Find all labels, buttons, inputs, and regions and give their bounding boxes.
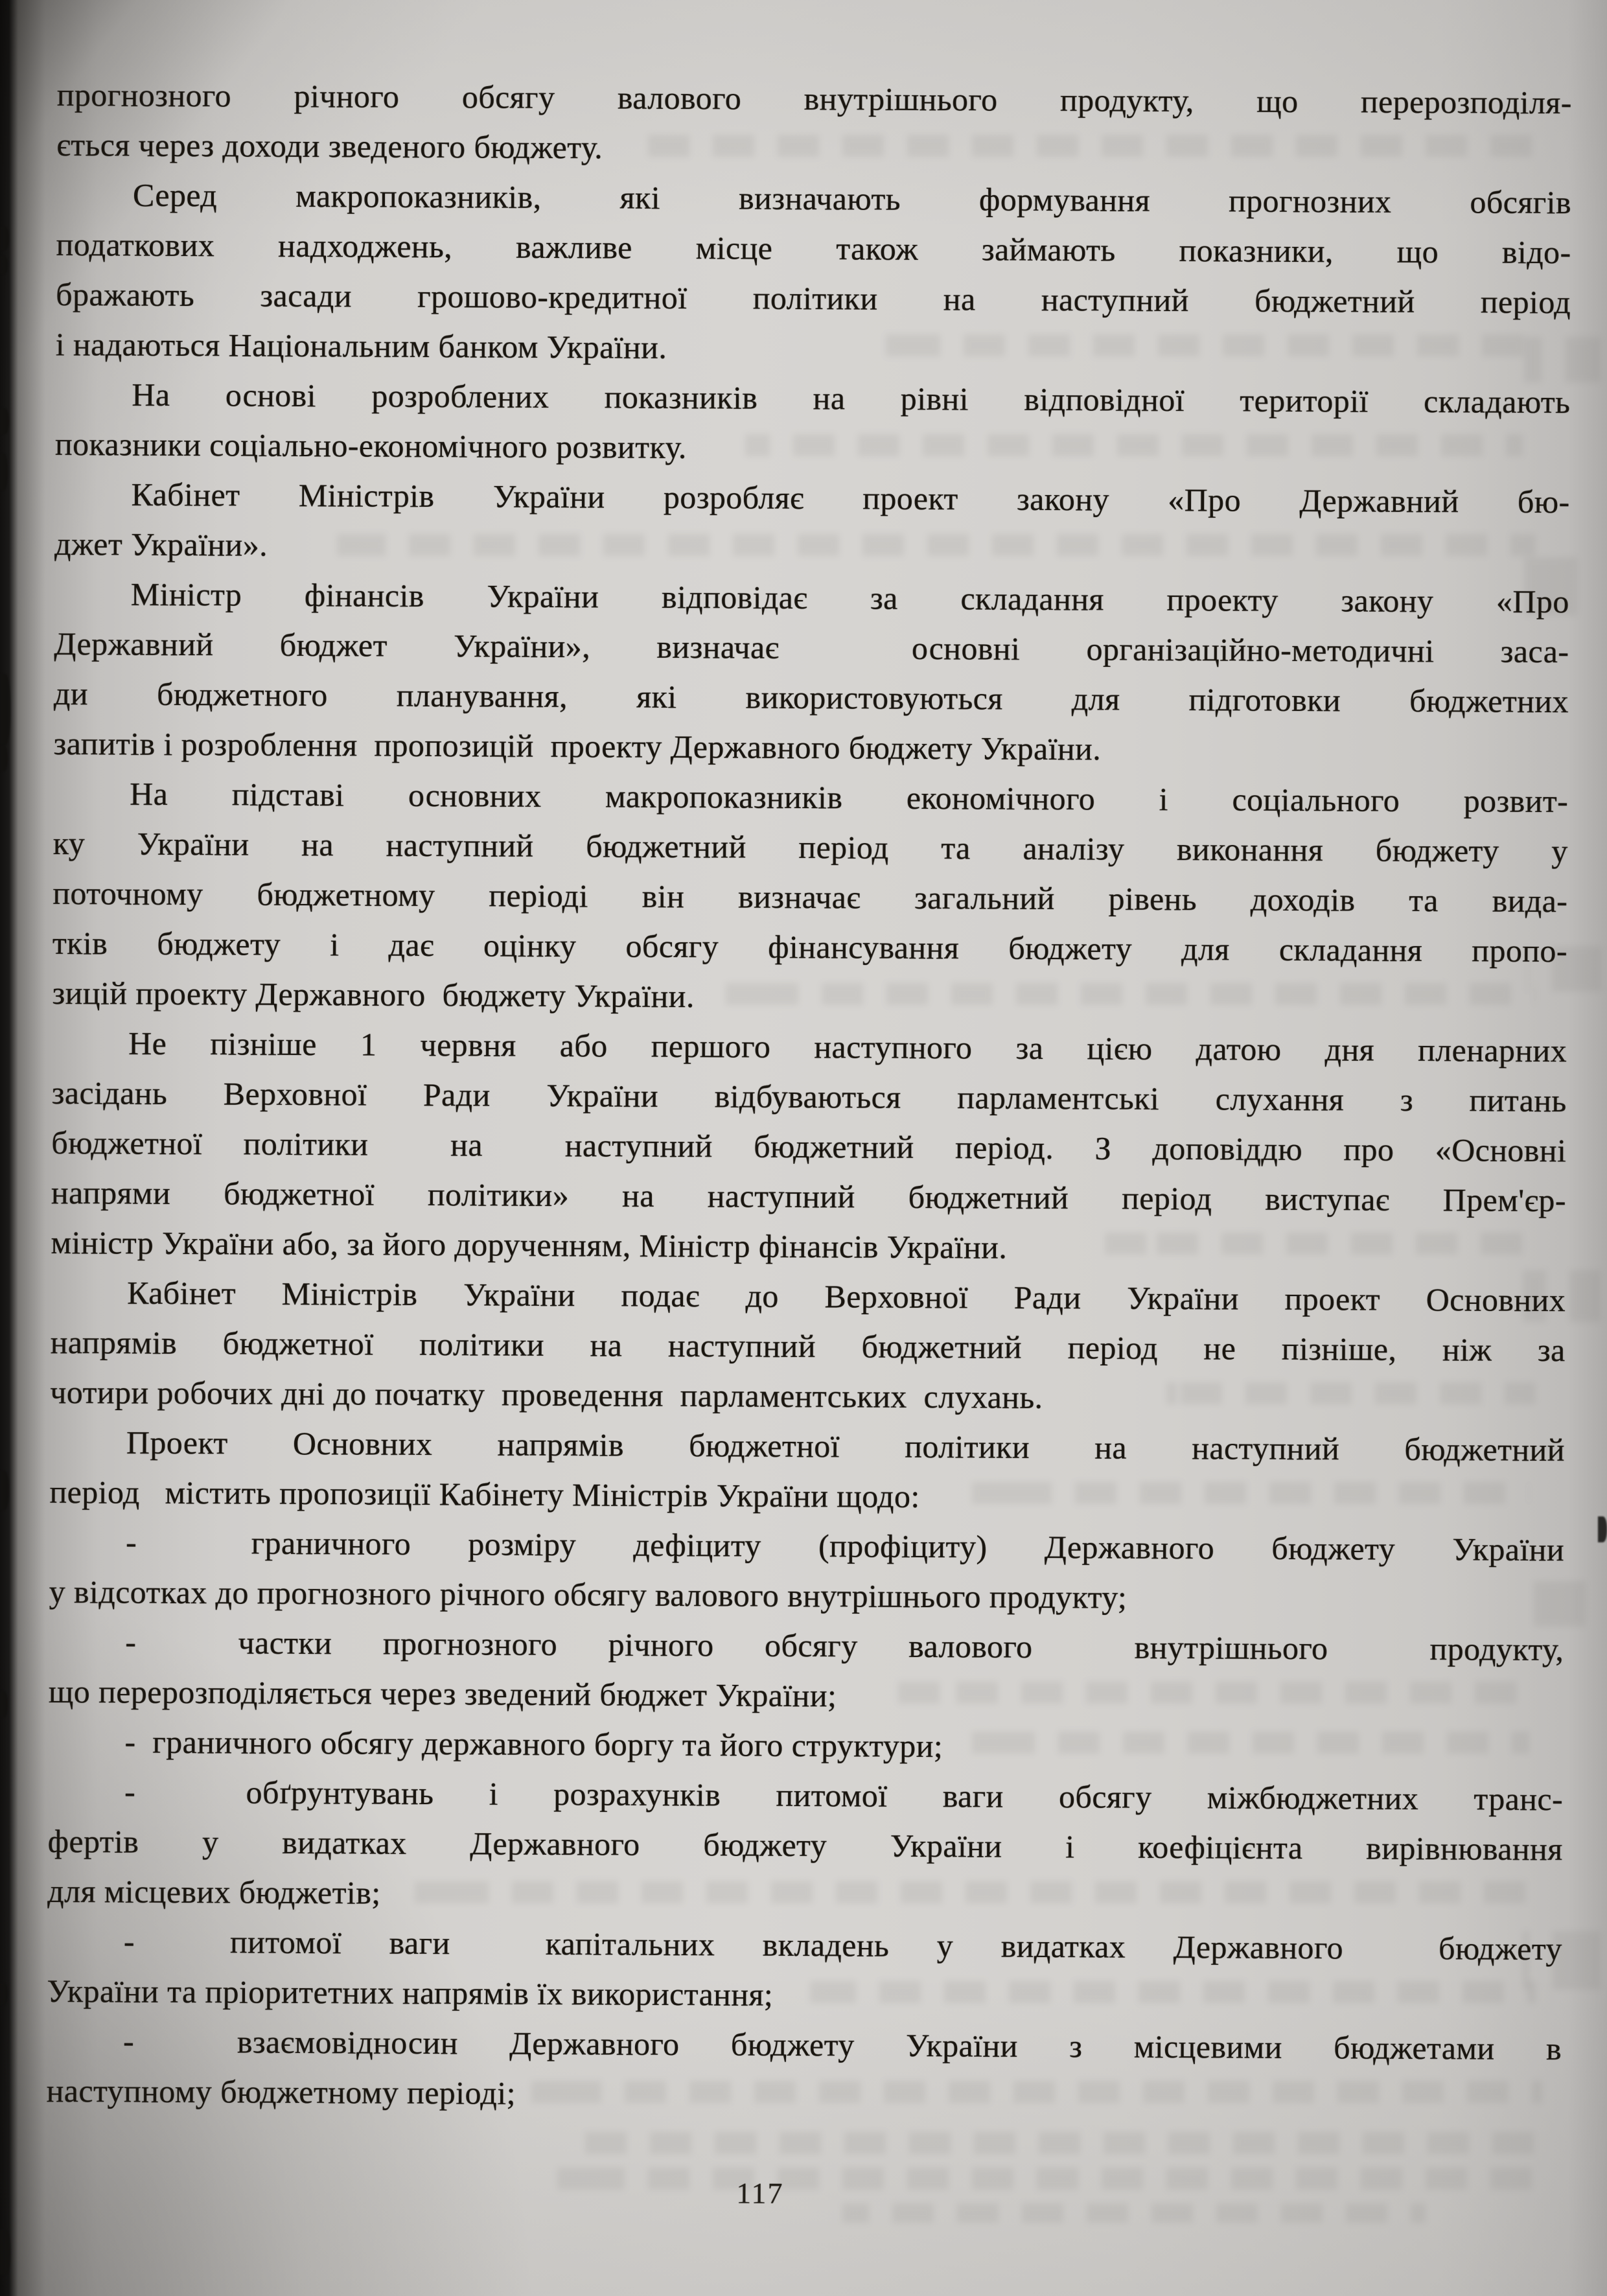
text-line-26: напрямів бюджетної політики на наступний бюджетний період не пізніше, ніж за bbox=[50, 1323, 1566, 1369]
text-line-25: Кабінет Міністрів України подає до Верховної Ради України проект Основних bbox=[126, 1274, 1566, 1319]
text-line-17: поточному бюджетному періоді він визначає загальний рівень доходів та вида- bbox=[52, 874, 1568, 920]
text-line-28: Проект Основних напрямів бюджетної політики на наступний бюджетний bbox=[126, 1424, 1566, 1468]
text-line-31: у відсотках до прогнозного річного обсягу валового внутрішнього продукту; bbox=[49, 1573, 1127, 1616]
text-line-39: України та пріоритетних напрямів їх використання; bbox=[47, 1972, 774, 2013]
text-line-21: засідань Верховної Ради України відбуваються парламентські слухання з питань bbox=[51, 1074, 1567, 1119]
text-line-2: ється через доходи зведеного бюджету. bbox=[56, 126, 603, 166]
text-line-10: джет України». bbox=[54, 525, 268, 563]
text-line-20: Не пізніше 1 червня або першого наступного за цією датою дня пленарних bbox=[128, 1025, 1567, 1069]
text-line-23: напрями бюджетної політики» на наступний бюджетний період виступає Прем'єр- bbox=[51, 1174, 1567, 1219]
text-line-8: показники соціально-економічного розвитку. bbox=[54, 425, 687, 466]
text-line-6: і надаються Національним банком України. bbox=[55, 325, 667, 365]
text-line-32: - частки прогнозного річного обсягу валового внутрішнього продукту, bbox=[125, 1623, 1564, 1668]
text-line-12: Державний бюджет України», визначає основні організаційно-методичні заса- bbox=[54, 625, 1569, 670]
text-line-16: ку України на наступний бюджетний період та аналізу виконання бюджету у bbox=[52, 824, 1568, 870]
page-text bbox=[46, 70, 1571, 2124]
text-line-3: Серед макропоказників, які визначають формування прогнозних обсягів bbox=[132, 176, 1572, 221]
text-line-35: - обґрунтувань і розрахунків питомої ваги обсягу міжбюджетних транс- bbox=[124, 1773, 1564, 1818]
text-line-27: чотири робочих дні до початку проведення парламентських слухань. bbox=[50, 1373, 1043, 1415]
text-line-14: запитів і розроблення пропозицій проекту Державного бюджету України. bbox=[53, 725, 1102, 767]
text-line-4: податкових надходжень, важливе місце також займають показники, що відо- bbox=[56, 226, 1571, 271]
text-line-36: фертів у видатках Державного бюджету України і коефіцієнта вирівнювання bbox=[47, 1822, 1563, 1868]
text-line-24: міністр України або, за його дорученням, Міністр фінансів України. bbox=[51, 1223, 1008, 1266]
text-line-33: що перерозподіляється через зведений бюджет України; bbox=[48, 1673, 837, 1714]
text-line-5: бражають засади грошово-кредитної політики на наступний бюджетний період bbox=[56, 275, 1571, 321]
text-line-7: На основі розроблених показників на рівні відповідної території складають bbox=[132, 376, 1571, 421]
text-line-1: прогнозного річного обсягу валового внутрішнього продукту, що перерозподіля- bbox=[56, 76, 1572, 121]
text-line-13: ди бюджетного планування, які використовуються для підготовки бюджетних bbox=[53, 675, 1569, 720]
text-line-9: Кабінет Міністрів України розробляє проект закону «Про Державний бю- bbox=[131, 476, 1570, 520]
text-line-19: зицій проекту Державного бюджету України. bbox=[52, 974, 695, 1015]
text-line-38: - питомої ваги капітальних вкладень у видатках Державного бюджету bbox=[123, 1923, 1563, 1967]
text-line-41: наступному бюджетному періоді; bbox=[46, 2072, 516, 2111]
text-line-11: Міністр фінансів України відповідає за складання проекту закону «Про bbox=[130, 575, 1569, 620]
text-line-40: - взаємовідносин Державного бюджету України з місцевими бюджетами в bbox=[122, 2023, 1562, 2067]
text-line-15: На підставі основних макропоказників економічного і соціального розвит- bbox=[130, 775, 1569, 820]
text-line-22: бюджетної політики на наступний бюджетний період. З доповіддю про «Основні bbox=[51, 1124, 1567, 1169]
page-number: 117 bbox=[736, 2176, 784, 2210]
text-line-30: - граничного розміру дефіциту (профіциту) Державного бюджету України bbox=[125, 1524, 1565, 1568]
text-line-18: тків бюджету і дає оцінку обсягу фінансування бюджету для складання пропо- bbox=[52, 924, 1568, 969]
text-line-37: для місцевих бюджетів; bbox=[47, 1872, 381, 1911]
text-line-34: - граничного обсягу державного боргу та його структури; bbox=[124, 1723, 943, 1765]
text-line-29: період містить пропозиції Кабінету Міністрів України щодо: bbox=[49, 1473, 920, 1514]
